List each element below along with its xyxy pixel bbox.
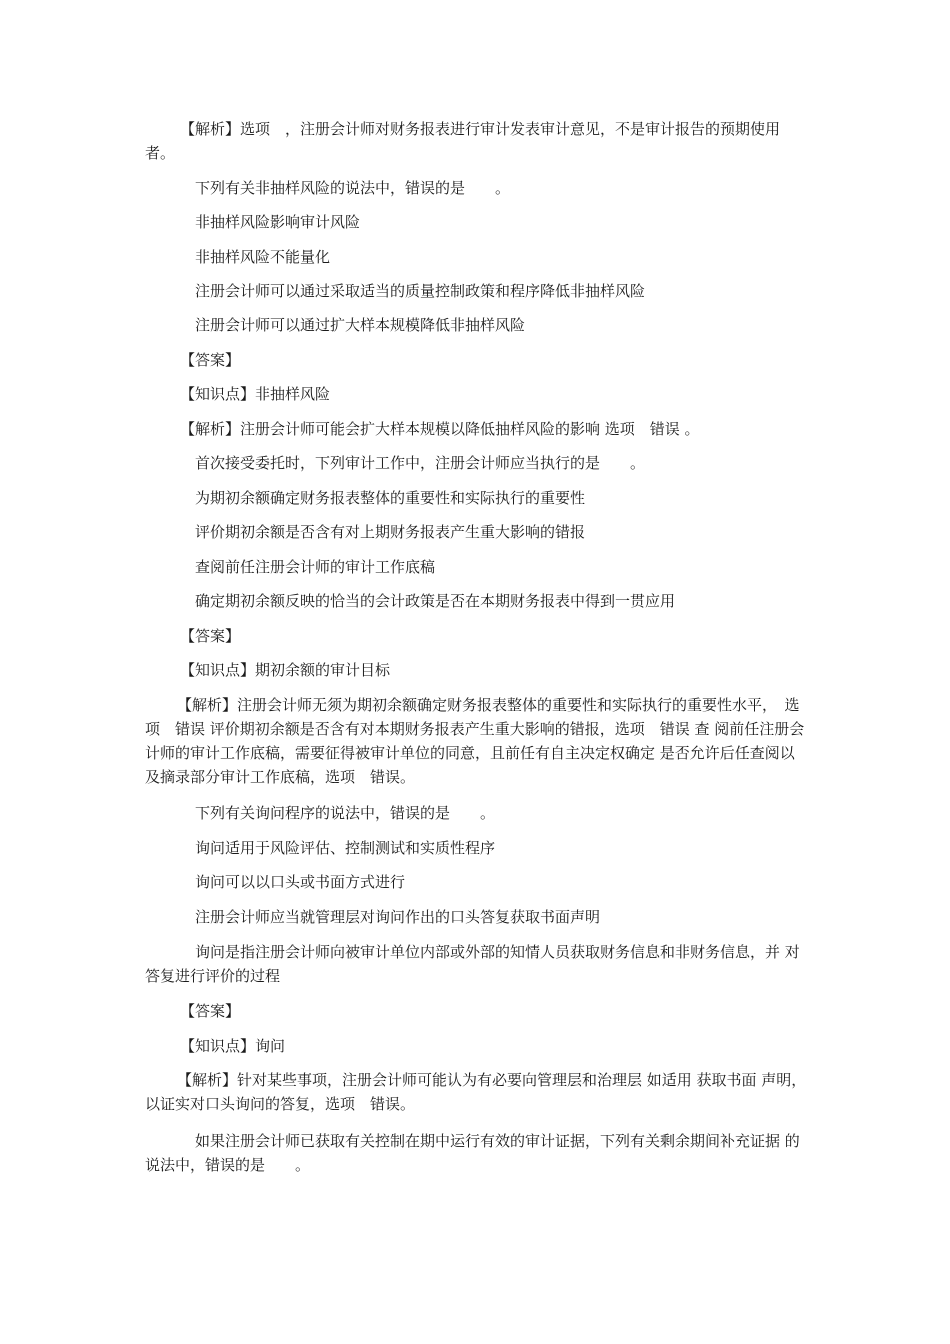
paragraph: 注册会计师可以通过采取适当的质量控制政策和程序降低非抽样风险 [195, 282, 646, 300]
paragraph: 【解析】选项 ，注册会计师对财务报表进行审计发表审计意见，不是审计报告的预期使用 者。 [145, 120, 796, 162]
paragraph: 【答案】 [180, 627, 241, 645]
paragraph: 非抽样风险不能量化 [195, 248, 331, 266]
paragraph: 查阅前任注册会计师的审计工作底稿 [195, 558, 436, 576]
paragraph: 【知识点】期初余额的审计目标 [180, 661, 391, 679]
paragraph: 【解析】注册会计师无须为期初余额确定财务报表整体的重要性和实际执行的重要性水平， 选项 错误 评价期初余额是否含有对本期财务报表产生重大影响的错报，选项 错误 查 阅前任注册会计师的审计工作底稿，需要征得被审计单位的同意，且前任有自主决定权确定 是否允许后任查阅以及摘录部分审计工作底稿，选项 错误。 [145, 696, 805, 786]
paragraph: 非抽样风险影响审计风险 [195, 213, 361, 231]
paragraph: 【知识点】非抽样风险 [180, 385, 331, 403]
paragraph: 询问适用于风险评估、控制测试和实质性程序 [195, 839, 496, 857]
paragraph: 评价期初余额是否含有对上期财务报表产生重大影响的错报 [195, 523, 586, 541]
paragraph: 下列有关非抽样风险的说法中，错误的是 。 [195, 179, 511, 197]
paragraph: 为期初余额确定财务报表整体的重要性和实际执行的重要性 [195, 489, 586, 507]
paragraph: 【答案】 [180, 351, 241, 369]
paragraph: 【解析】针对某些事项，注册会计师可能认为有必要向管理层和治理层 如适用 获取书面 声明，以证实对口头询问的答复，选项 错误。 [145, 1071, 807, 1113]
paragraph: 询问可以以口头或书面方式进行 [195, 873, 406, 891]
paragraph: 【解析】注册会计师可能会扩大样本规模以降低抽样风险的影响 选项 错误 。 [180, 420, 700, 438]
paragraph: 下列有关询问程序的说法中，错误的是 。 [195, 804, 496, 822]
paragraph: 确定期初余额反映的恰当的会计政策是否在本期财务报表中得到一贯应用 [195, 592, 676, 610]
paragraph: 【答案】 [180, 1002, 241, 1020]
paragraph: 【知识点】询问 [180, 1037, 286, 1055]
paragraph: 注册会计师可以通过扩大样本规模降低非抽样风险 [195, 316, 526, 334]
paragraph: 如果注册会计师已获取有关控制在期中运行有效的审计证据，下列有关剩余期间补充证据 的说法中，错误的是 。 [145, 1132, 800, 1174]
paragraph: 注册会计师应当就管理层对询问作出的口头答复获取书面声明 [195, 908, 601, 926]
paragraph: 首次接受委托时，下列审计工作中，注册会计师应当执行的是 。 [195, 454, 646, 472]
paragraph: 询问是指注册会计师向被审计单位内部或外部的知情人员获取财务信息和非财务信息，并 对答复进行评价的过程 [145, 943, 800, 985]
